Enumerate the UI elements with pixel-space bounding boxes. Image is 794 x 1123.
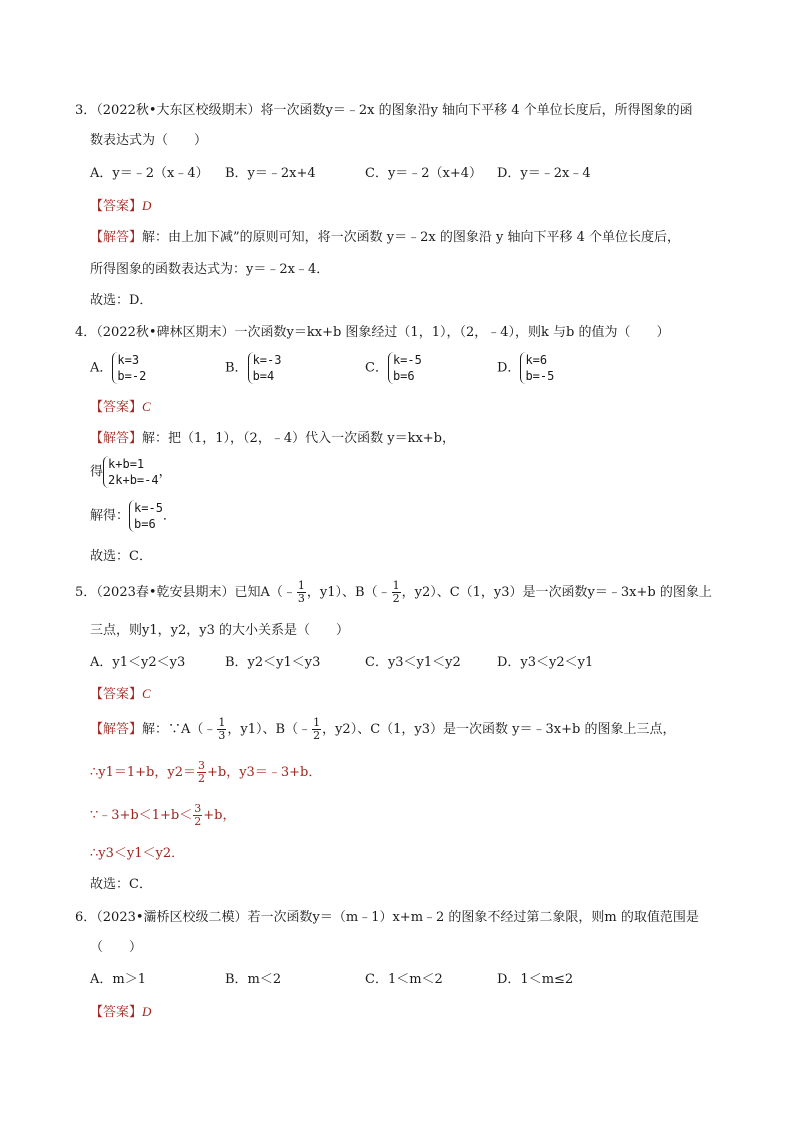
q3-solution-line2: 所得图象的函数表达式为：y＝﹣2x﹣4．	[90, 262, 330, 277]
q5-option-b: B．y2＜y1＜y3	[225, 655, 321, 670]
q6-stem-line2: （ ）	[90, 940, 143, 955]
q5-option-c: C．y3＜y1＜y2	[365, 655, 461, 670]
q3-answer: 【答案】D	[90, 198, 152, 214]
q5-stem-line2: 三点，则y1，y2，y3 的大小关系是（ ）	[90, 623, 349, 638]
q6-option-a: A．m＞1	[90, 972, 146, 987]
q4-solution-system: 解得：k=-5 b=6．	[90, 501, 176, 531]
fraction-one-half: $\frac{1}{2}$	[392, 579, 400, 605]
q6-stem-line1: 6．（2023•灞桥区校级二模）若一次函数y＝（m﹣1）x+m﹣2 的图象不经过第二象限，则m 的取值范围是	[75, 910, 699, 925]
q5-solution-line3: ∵﹣3+b＜1+b＜ $\frac{3}{2}$ +b，	[90, 802, 236, 828]
q5-solution-line4: ∴y3＜y1＜y2．	[90, 846, 185, 861]
q4-answer: 【答案】C	[90, 399, 151, 415]
q4-final: 故选：C．	[90, 549, 152, 564]
q5-answer: 【答案】C	[90, 686, 151, 702]
q6-option-d: D．1＜m≤2	[497, 972, 574, 987]
q5-solution-line1: 【解答】解：∵A（﹣ $\frac{1}{3}$ ，y1）、B（﹣ $\frac{1}{2}$ ，y2）、C（1，y3）是一次函数 y＝﹣3x+b 的图象上三点，	[90, 716, 676, 742]
fraction-one-third: $\frac{1}{3}$	[297, 579, 305, 605]
q5-final: 故选：C．	[90, 877, 152, 892]
q3-stem-line2: 数表达式为（ ）	[90, 133, 208, 148]
q4-option-d: D．k=6 b=-5	[497, 353, 555, 383]
q3-option-a: A．y＝﹣2（x﹣4）	[90, 166, 209, 181]
q4-option-c: C．k=-5 b=6	[365, 353, 422, 383]
q6-answer: 【答案】D	[90, 1004, 152, 1020]
q5-solution-line2: ∴y1＝1+b，y2＝ $\frac{3}{2}$ +b，y3＝﹣3+b．	[90, 759, 322, 785]
q3-final: 故选：D．	[90, 293, 153, 308]
q3-option-c: C．y＝﹣2（x+4）	[365, 166, 483, 181]
q3-option-b: B．y＝﹣2x+4	[225, 166, 316, 181]
q4-stem: 4．（2022秋•碑林区期末）一次函数y＝kx+b 图象经过（1，1），（2，﹣4），则k 与b 的值为（ ）	[75, 325, 670, 340]
q4-option-a: A．k=3 b=-2	[90, 353, 147, 383]
q4-substitution-system: 得k+b=1 2k+b=-4，	[90, 457, 172, 487]
q4-option-b: B．k=-3 b=4	[225, 353, 282, 383]
q6-option-c: C．1＜m＜2	[365, 972, 443, 987]
q5-option-d: D．y3＜y2＜y1	[497, 655, 594, 670]
q5-stem-line1: 5．（2023春•乾安县期末）已知A（﹣ $\frac{1}{3}$ ，y1）、B（﹣ $\frac{1}{2}$ ，y2）、C（1，y3）是一次函数y＝﹣3x+b 的图象上	[75, 579, 712, 605]
q6-option-b: B．m＜2	[225, 972, 282, 987]
q4-solution-line1: 【解答】解：把（1，1），（2，﹣4）代入一次函数 y＝kx+b，	[90, 431, 455, 446]
q3-stem-line1: 3．（2022秋•大东区校级期末）将一次函数y＝﹣2x 的图象沿y 轴向下平移 4 个单位长度后，所得图象的函	[75, 103, 693, 118]
q3-option-d: D．y＝﹣2x﹣4	[497, 166, 591, 181]
q3-solution-line1: 【解答】解：由上加下减”的原则可知，将一次函数 y＝﹣2x 的图象沿 y 轴向下平移 4 个单位长度后，	[90, 230, 681, 245]
q5-option-a: A．y1＜y2＜y3	[90, 655, 186, 670]
